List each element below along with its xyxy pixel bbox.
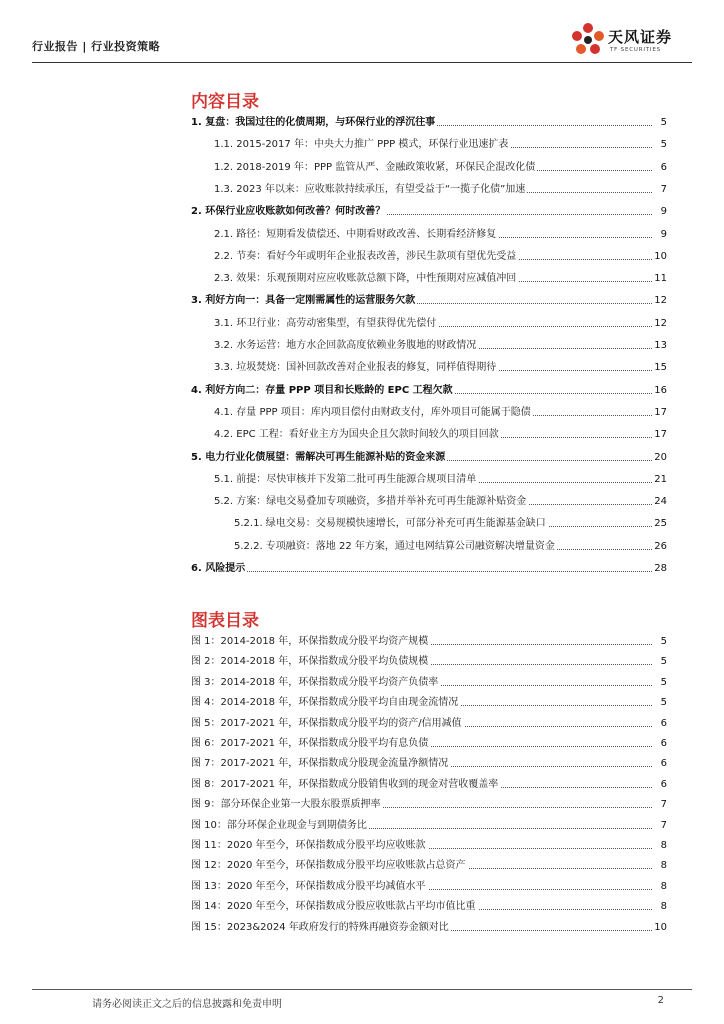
toc-entry-page: 16 (653, 382, 667, 400)
report-category-header: 行业报告 | 行业投资策略 (32, 40, 161, 53)
figure-entry[interactable] (0, 674, 724, 692)
toc-entry[interactable] (0, 292, 724, 310)
figure-entry-label: 图 13：2020 年至今，环保指数成分股平均减值水平 (191, 878, 428, 896)
toc-entry[interactable] (0, 315, 724, 333)
toc-entry[interactable] (0, 226, 724, 244)
figure-entry-page: 7 (653, 796, 667, 814)
figure-entry[interactable] (0, 898, 724, 916)
logo-flower-icon (568, 20, 608, 60)
logo-subtitle: TF SECURITIES (610, 47, 661, 53)
figure-entry-label: 图 7：2017-2021 年，环保指数成分股现金流量净额情况 (191, 755, 450, 773)
toc-entry-label: 3.3. 垃圾焚烧：国补回款改善对企业报表的修复，同样值得期待 (214, 359, 498, 377)
toc-entry-label: 1.2. 2018-2019 年：PPP 监管从严、金融政策收紧，环保民企混改化债 (214, 159, 537, 177)
toc-entry-label: 2.3. 效果：乐观预期对应应收账款总额下降，中性预期对应减值冲回 (214, 270, 518, 288)
figure-entry-page: 6 (653, 776, 667, 794)
figure-entry[interactable] (0, 817, 724, 835)
toc-entry-page: 17 (653, 426, 667, 444)
figure-entry-page: 10 (653, 919, 667, 937)
toc-entry[interactable] (0, 159, 724, 177)
toc-entry-label: 2.1. 路径：短期看发债偿还、中期看财政改善、长期看经济修复 (214, 226, 498, 244)
toc-entry-page: 9 (653, 226, 667, 244)
figure-entry-label: 图 1：2014-2018 年，环保指数成分股平均资产规模 (191, 633, 430, 651)
figure-entry-page: 5 (653, 653, 667, 671)
toc-entry-label: 5.2.1. 绿电交易：交易规模快速增长，可部分补充可再生能源基金缺口 (234, 515, 548, 533)
toc-entry-page: 25 (653, 515, 667, 533)
figure-entry-page: 5 (653, 694, 667, 712)
toc-entry-page: 26 (653, 538, 667, 556)
figure-entry-label: 图 2：2014-2018 年，环保指数成分股平均负债规模 (191, 653, 430, 671)
figure-entry-label: 图 12：2020 年至今，环保指数成分股平均应收账款占总资产 (191, 857, 468, 875)
toc-entry[interactable] (0, 181, 724, 199)
figure-entry-page: 7 (653, 817, 667, 835)
toc-entry-page: 5 (653, 114, 667, 132)
figure-entry[interactable] (0, 857, 724, 875)
toc-entry-label: 4.2. EPC 工程：看好业主方为国央企且欠款时间较久的项目回款 (214, 426, 501, 444)
toc-entry-page: 20 (653, 449, 667, 467)
figure-entry[interactable] (0, 755, 724, 773)
toc-entry[interactable] (0, 248, 724, 266)
figure-entry-label: 图 10：部分环保企业现金与到期债务比 (191, 817, 369, 835)
toc-entry-label: 2. 环保行业应收账款如何改善？何时改善？ (191, 203, 387, 221)
figure-entry-page: 8 (653, 898, 667, 916)
header-divider (32, 62, 692, 63)
toc-entry[interactable] (0, 382, 724, 400)
disclaimer-footer: 请务必阅读正文之后的信息披露和免责申明 (92, 999, 282, 1010)
toc-entry-page: 24 (653, 493, 667, 511)
toc-entry[interactable] (0, 270, 724, 288)
figure-entry-label: 图 5：2017-2021 年，环保指数成分股平均的资产/信用减值 (191, 715, 464, 733)
toc-title: 内容目录 (191, 92, 259, 112)
toc-entry[interactable] (0, 471, 724, 489)
figure-entry[interactable] (0, 919, 724, 937)
toc-entry-page: 5 (653, 136, 667, 154)
toc-entry-page: 21 (653, 471, 667, 489)
figure-entry-page: 5 (653, 633, 667, 651)
toc-entry-page: 17 (653, 404, 667, 422)
figure-entry-page: 6 (653, 715, 667, 733)
toc-entry-page: 11 (653, 270, 667, 288)
toc-entry-page: 12 (653, 292, 667, 310)
toc-entry[interactable] (0, 136, 724, 154)
figure-entry-label: 图 15：2023&2024 年政府发行的特殊再融资券金额对比 (191, 919, 451, 937)
figure-entry[interactable] (0, 715, 724, 733)
toc-entry-label: 1. 复盘：我国过往的化债周期，与环保行业的浮沉往事 (191, 114, 437, 132)
logo-name: 天风证券 (608, 28, 673, 46)
toc-entry-label: 2.2. 节奏：看好今年或明年企业报表改善，涉民生款项有望优先受益 (214, 248, 518, 266)
toc-entry-page: 15 (653, 359, 667, 377)
toc-entry-label: 5.2. 方案：绿电交易叠加专项融资，多措并举补充可再生能源补贴资金 (214, 493, 528, 511)
toc-entry-label: 3.1. 环卫行业：高劳动密集型，有望获得优先偿付 (214, 315, 438, 333)
toc-entry-label: 4. 利好方向二：存量 PPP 项目和长账龄的 EPC 工程欠款 (191, 382, 455, 400)
toc-entry-page: 10 (653, 248, 667, 266)
toc-entry[interactable] (0, 493, 724, 511)
toc-entry[interactable] (0, 114, 724, 132)
figure-entry[interactable] (0, 837, 724, 855)
footer-divider (32, 989, 692, 990)
figure-entry-label: 图 8：2017-2021 年，环保指数成分股销售收到的现金对营收覆盖率 (191, 776, 500, 794)
toc-entry[interactable] (0, 538, 724, 556)
toc-entry-label: 1.3. 2023 年以来：应收账款持续承压，有望受益于“一揽子化债”加速 (214, 181, 527, 199)
figures-title: 图表目录 (191, 611, 259, 631)
figure-entry[interactable] (0, 776, 724, 794)
toc-entry-page: 7 (653, 181, 667, 199)
toc-entry-label: 4.1. 存量 PPP 项目：库内项目偿付由财政支付，库外项目可能属于隐债 (214, 404, 533, 422)
figure-entry[interactable] (0, 633, 724, 651)
figure-entry-label: 图 6：2017-2021 年，环保指数成分股平均有息负债 (191, 735, 430, 753)
page-number: 2 (657, 995, 664, 1006)
figure-entry-label: 图 3：2014-2018 年，环保指数成分股平均资产负债率 (191, 674, 440, 692)
toc-entry-label: 5.1. 前提：尽快审核并下发第二批可再生能源合规项目清单 (214, 471, 478, 489)
toc-entry[interactable] (0, 337, 724, 355)
toc-entry-label: 3. 利好方向一：具备一定刚需属性的运营服务欠款 (191, 292, 417, 310)
figure-entry-page: 6 (653, 735, 667, 753)
toc-entry-label: 5. 电力行业化债展望：需解决可再生能源补贴的资金来源 (191, 449, 447, 467)
toc-entry[interactable] (0, 449, 724, 467)
toc-entry[interactable] (0, 359, 724, 377)
figure-entry-page: 8 (653, 837, 667, 855)
toc-entry[interactable] (0, 203, 724, 221)
leader-dots (191, 571, 664, 572)
company-logo (568, 20, 698, 60)
toc-entry-page: 6 (653, 159, 667, 177)
toc-entry-label: 3.2. 水务运营：地方水企回款高度依赖业务腹地的财政情况 (214, 337, 478, 355)
toc-entry[interactable] (0, 404, 724, 422)
toc-entry-page: 13 (653, 337, 667, 355)
toc-entry[interactable] (0, 560, 724, 578)
toc-entry[interactable] (0, 426, 724, 444)
figure-entry[interactable] (0, 735, 724, 753)
toc-entry[interactable] (0, 515, 724, 533)
figure-entry[interactable] (0, 694, 724, 712)
figure-entry-label: 图 14：2020 年至今，环保指数成分股应收账款占平均市值比重 (191, 898, 478, 916)
figure-entry-page: 5 (653, 674, 667, 692)
toc-entry-page: 9 (653, 203, 667, 221)
toc-entry-page: 12 (653, 315, 667, 333)
toc-entry-page: 28 (653, 560, 667, 578)
figure-entry-page: 8 (653, 878, 667, 896)
figure-entry-label: 图 11：2020 年至今，环保指数成分股平均应收账款 (191, 837, 428, 855)
figure-entry[interactable] (0, 653, 724, 671)
figure-entry-label: 图 4：2014-2018 年，环保指数成分股平均自由现金流情况 (191, 694, 460, 712)
figure-entry-label: 图 9：部分环保企业第一大股东股票质押率 (191, 796, 383, 814)
toc-entry-label: 5.2.2. 专项融资：落地 22 年方案，通过电网结算公司融资解决增量资金 (234, 538, 557, 556)
figure-entry-page: 8 (653, 857, 667, 875)
toc-entry-label: 1.1. 2015-2017 年：中央大力推广 PPP 模式，环保行业迅速扩表 (214, 136, 510, 154)
toc-entry-label: 6. 风险提示 (191, 560, 247, 578)
figure-entry[interactable] (0, 796, 724, 814)
figure-entry-page: 6 (653, 755, 667, 773)
figure-entry[interactable] (0, 878, 724, 896)
